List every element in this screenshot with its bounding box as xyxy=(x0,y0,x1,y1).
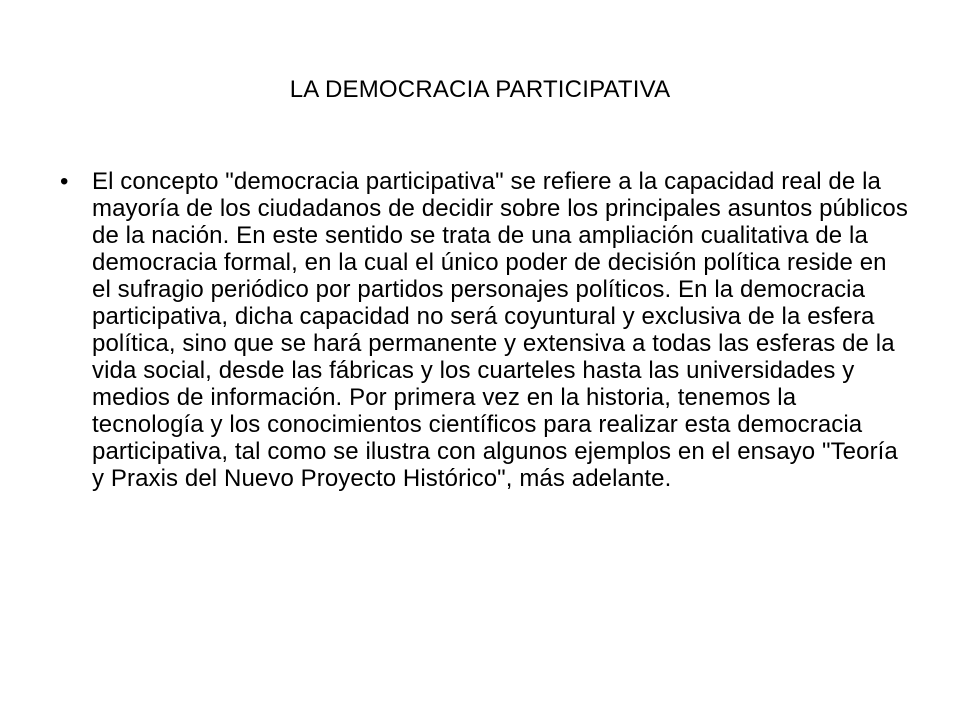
slide-title: LA DEMOCRACIA PARTICIPATIVA xyxy=(289,76,671,103)
bullet-text: El concepto "democracia participativa" se refiere a la capacidad real de la mayoría de los ciudadanos de decidir sobre los principales asuntos públicos de la nación. En este sentido se trata de una ampliación cualitativa de la democracia formal, en la cual el único poder de decisión política reside en el sufragio periódico por partidos personajes políticos. En la democracia participativa, dicha capacidad no será coyuntural y exclusiva de la esfera política, sino que se hará permanente y extensiva a todas las esferas de la vida social, desde las fábricas y los cuarteles hasta las universidades y medios de información. Por primera vez en la historia, tenemos la tecnología y los conocimientos científicos para realizar esta democracia participativa, tal como se ilustra con algunos ejemplos en el ensayo "Teoría y Praxis del Nuevo Proyecto Histórico", más adelante. xyxy=(92,168,908,492)
bullet-list xyxy=(60,168,910,492)
bullet-dot-icon: • xyxy=(60,168,69,195)
bullet-item xyxy=(60,168,910,492)
